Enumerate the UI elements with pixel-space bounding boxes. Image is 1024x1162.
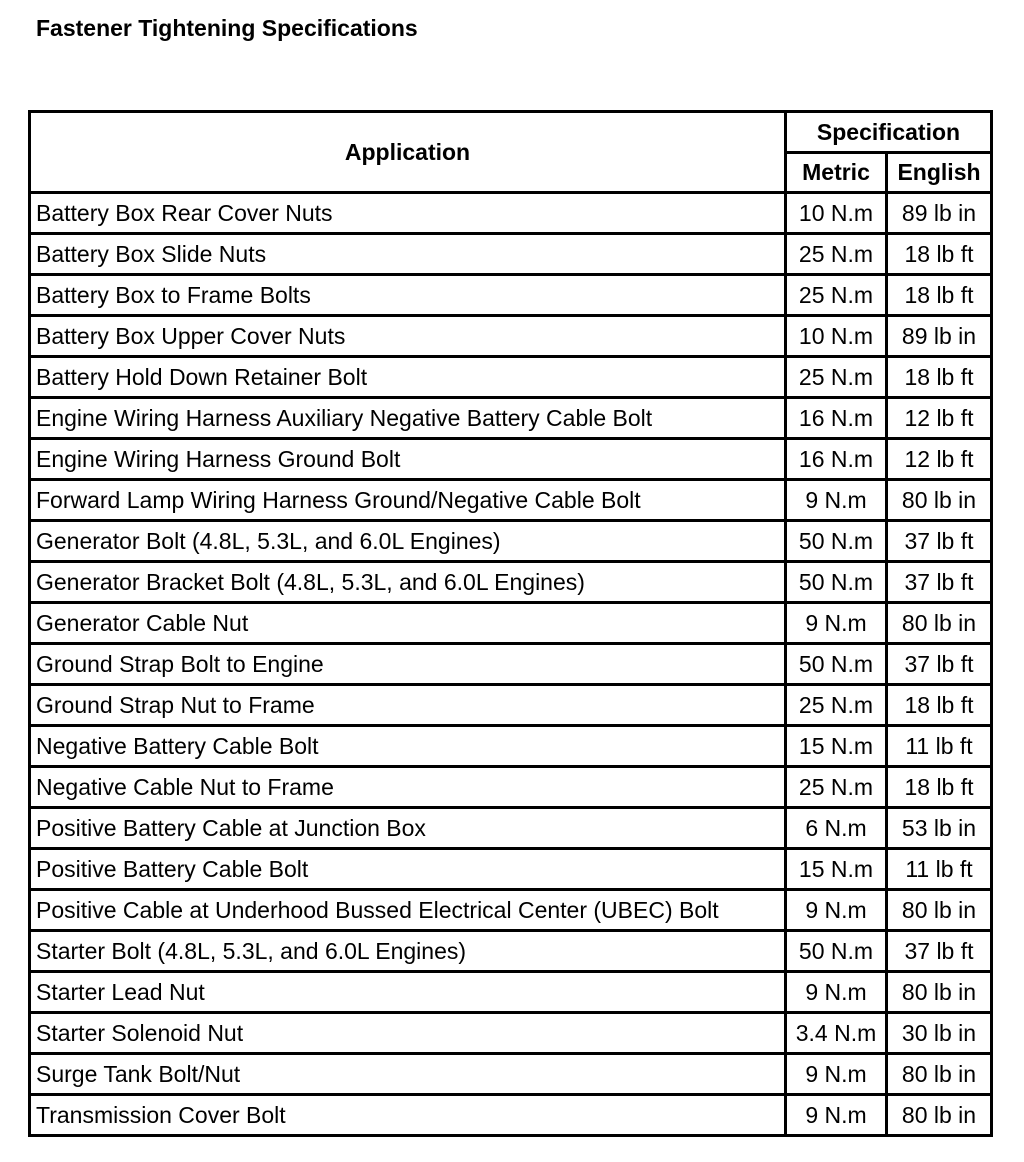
application-cell: Ground Strap Nut to Frame <box>30 685 786 726</box>
application-cell: Battery Box to Frame Bolts <box>30 275 786 316</box>
application-cell: Engine Wiring Harness Auxiliary Negative Battery Cable Bolt <box>30 398 786 439</box>
table-row <box>30 562 992 603</box>
metric-cell: 9 N.m <box>786 972 887 1013</box>
english-cell: 30 lb in <box>887 1013 992 1054</box>
english-cell: 80 lb in <box>887 480 992 521</box>
english-cell: 80 lb in <box>887 972 992 1013</box>
table-row <box>30 234 992 275</box>
metric-cell: 9 N.m <box>786 890 887 931</box>
table-row <box>30 644 992 685</box>
table-row <box>30 603 992 644</box>
english-cell: 80 lb in <box>887 890 992 931</box>
application-column-header: Application <box>30 112 786 193</box>
metric-cell: 10 N.m <box>786 193 887 234</box>
english-cell: 80 lb in <box>887 1054 992 1095</box>
english-cell: 37 lb ft <box>887 931 992 972</box>
table-row <box>30 316 992 357</box>
table-row <box>30 849 992 890</box>
table-row <box>30 480 992 521</box>
metric-cell: 25 N.m <box>786 685 887 726</box>
application-cell: Generator Bolt (4.8L, 5.3L, and 6.0L Engines) <box>30 521 786 562</box>
metric-cell: 10 N.m <box>786 316 887 357</box>
metric-cell: 9 N.m <box>786 480 887 521</box>
english-cell: 11 lb ft <box>887 726 992 767</box>
application-cell: Positive Cable at Underhood Bussed Electrical Center (UBEC) Bolt <box>30 890 786 931</box>
table-row <box>30 1095 992 1136</box>
application-cell: Transmission Cover Bolt <box>30 1095 786 1136</box>
metric-cell: 25 N.m <box>786 234 887 275</box>
metric-cell: 9 N.m <box>786 1095 887 1136</box>
table-row <box>30 972 992 1013</box>
application-cell: Battery Hold Down Retainer Bolt <box>30 357 786 398</box>
application-cell: Negative Battery Cable Bolt <box>30 726 786 767</box>
table-row <box>30 890 992 931</box>
english-cell: 37 lb ft <box>887 521 992 562</box>
metric-cell: 9 N.m <box>786 603 887 644</box>
metric-cell: 50 N.m <box>786 521 887 562</box>
application-cell: Battery Box Upper Cover Nuts <box>30 316 786 357</box>
application-cell: Starter Solenoid Nut <box>30 1013 786 1054</box>
application-cell: Starter Lead Nut <box>30 972 786 1013</box>
english-cell: 53 lb in <box>887 808 992 849</box>
english-cell: 18 lb ft <box>887 275 992 316</box>
application-cell: Ground Strap Bolt to Engine <box>30 644 786 685</box>
table-row <box>30 357 992 398</box>
application-cell: Generator Cable Nut <box>30 603 786 644</box>
table-row <box>30 398 992 439</box>
table-header <box>30 112 992 193</box>
english-column-header: English <box>887 152 992 193</box>
metric-cell: 50 N.m <box>786 931 887 972</box>
table-row <box>30 685 992 726</box>
application-cell: Positive Battery Cable Bolt <box>30 849 786 890</box>
english-cell: 11 lb ft <box>887 849 992 890</box>
table-row <box>30 1013 992 1054</box>
application-cell: Negative Cable Nut to Frame <box>30 767 786 808</box>
table-row <box>30 767 992 808</box>
metric-cell: 15 N.m <box>786 726 887 767</box>
metric-cell: 50 N.m <box>786 562 887 603</box>
metric-cell: 25 N.m <box>786 357 887 398</box>
metric-cell: 15 N.m <box>786 849 887 890</box>
english-cell: 80 lb in <box>887 603 992 644</box>
english-cell: 37 lb ft <box>887 562 992 603</box>
metric-cell: 6 N.m <box>786 808 887 849</box>
metric-column-header: Metric <box>786 152 887 193</box>
english-cell: 18 lb ft <box>887 685 992 726</box>
table-body <box>30 193 992 1136</box>
fastener-spec-table <box>28 110 993 1137</box>
english-cell: 12 lb ft <box>887 439 992 480</box>
metric-cell: 25 N.m <box>786 275 887 316</box>
metric-cell: 50 N.m <box>786 644 887 685</box>
table-row <box>30 275 992 316</box>
english-cell: 37 lb ft <box>887 644 992 685</box>
specification-column-header: Specification <box>786 112 992 153</box>
page-title: Fastener Tightening Specifications <box>36 15 418 41</box>
table-row <box>30 808 992 849</box>
english-cell: 18 lb ft <box>887 234 992 275</box>
english-cell: 89 lb in <box>887 316 992 357</box>
table-row <box>30 439 992 480</box>
application-cell: Generator Bracket Bolt (4.8L, 5.3L, and 6.0L Engines) <box>30 562 786 603</box>
english-cell: 18 lb ft <box>887 357 992 398</box>
application-cell: Surge Tank Bolt/Nut <box>30 1054 786 1095</box>
application-cell: Battery Box Slide Nuts <box>30 234 786 275</box>
metric-cell: 3.4 N.m <box>786 1013 887 1054</box>
application-cell: Engine Wiring Harness Ground Bolt <box>30 439 786 480</box>
application-cell: Forward Lamp Wiring Harness Ground/Negative Cable Bolt <box>30 480 786 521</box>
english-cell: 12 lb ft <box>887 398 992 439</box>
metric-cell: 16 N.m <box>786 398 887 439</box>
table-row <box>30 521 992 562</box>
table-row <box>30 1054 992 1095</box>
table-row <box>30 726 992 767</box>
table-row <box>30 931 992 972</box>
metric-cell: 9 N.m <box>786 1054 887 1095</box>
english-cell: 80 lb in <box>887 1095 992 1136</box>
metric-cell: 25 N.m <box>786 767 887 808</box>
english-cell: 18 lb ft <box>887 767 992 808</box>
table-row <box>30 193 992 234</box>
application-cell: Starter Bolt (4.8L, 5.3L, and 6.0L Engines) <box>30 931 786 972</box>
metric-cell: 16 N.m <box>786 439 887 480</box>
english-cell: 89 lb in <box>887 193 992 234</box>
application-cell: Positive Battery Cable at Junction Box <box>30 808 786 849</box>
application-cell: Battery Box Rear Cover Nuts <box>30 193 786 234</box>
